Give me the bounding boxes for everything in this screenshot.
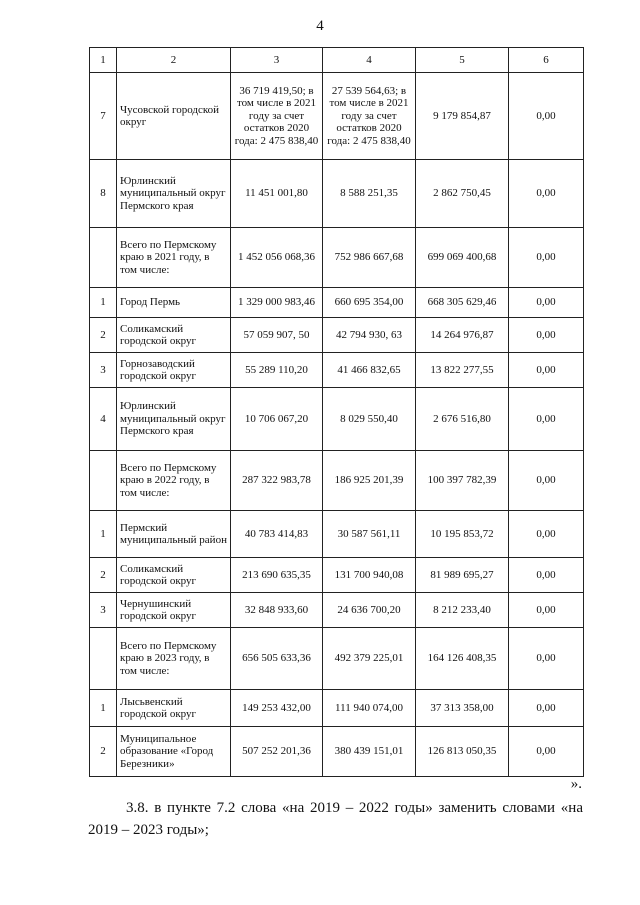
- local-amount: 81 989 695,27: [416, 558, 509, 593]
- municipality-name: Всего по Пермскому краю в 2023 году, в том числе:: [117, 628, 231, 690]
- regional-amount: 380 439 151,01: [323, 727, 416, 777]
- regional-amount: 30 587 561,11: [323, 511, 416, 558]
- regional-amount: 111 940 074,00: [323, 690, 416, 727]
- local-amount: 164 126 408,35: [416, 628, 509, 690]
- row-number: 1: [90, 288, 117, 318]
- local-amount: 14 264 976,87: [416, 318, 509, 353]
- other-amount: 0,00: [509, 690, 584, 727]
- total-amount: 656 505 633,36: [231, 628, 323, 690]
- table-row: [90, 318, 584, 353]
- other-amount: 0,00: [509, 73, 584, 160]
- regional-amount: 186 925 201,39: [323, 451, 416, 511]
- municipality-name: Чусовской городской округ: [117, 73, 231, 160]
- regional-amount: 492 379 225,01: [323, 628, 416, 690]
- local-amount: 8 212 233,40: [416, 593, 509, 628]
- table-row: [90, 690, 584, 727]
- municipality-name: Пермский муниципальный район: [117, 511, 231, 558]
- regional-amount: 8 588 251,35: [323, 160, 416, 228]
- regional-amount: 24 636 700,20: [323, 593, 416, 628]
- row-number: 1: [90, 511, 117, 558]
- regional-amount: 752 986 667,68: [323, 228, 416, 288]
- closing-quote: ».: [570, 776, 582, 792]
- local-amount: 699 069 400,68: [416, 228, 509, 288]
- municipality-name: Всего по Пермскому краю в 2021 году, в том числе:: [117, 228, 231, 288]
- table-row: [90, 727, 584, 777]
- row-number: [90, 451, 117, 511]
- regional-amount: 131 700 940,08: [323, 558, 416, 593]
- local-amount: 126 813 050,35: [416, 727, 509, 777]
- municipality-name: Юрлинский муниципальный округ Пермского края: [117, 160, 231, 228]
- total-amount: 32 848 933,60: [231, 593, 323, 628]
- total-amount: 1 329 000 983,46: [231, 288, 323, 318]
- row-number: 4: [90, 388, 117, 451]
- row-number: 2: [90, 558, 117, 593]
- row-number: 3: [90, 353, 117, 388]
- other-amount: 0,00: [509, 451, 584, 511]
- total-amount: 40 783 414,83: [231, 511, 323, 558]
- other-amount: 0,00: [509, 160, 584, 228]
- row-number: 8: [90, 160, 117, 228]
- local-amount: 37 313 358,00: [416, 690, 509, 727]
- local-amount: 2 676 516,80: [416, 388, 509, 451]
- row-number: 1: [90, 690, 117, 727]
- regional-amount: 660 695 354,00: [323, 288, 416, 318]
- total-amount: 213 690 635,35: [231, 558, 323, 593]
- row-number: [90, 628, 117, 690]
- table-row: [90, 73, 584, 160]
- municipality-name: Юрлинский муниципальный округ Пермского края: [117, 388, 231, 451]
- row-number: 2: [90, 727, 117, 777]
- other-amount: 0,00: [509, 353, 584, 388]
- header-cell: 6: [509, 48, 584, 73]
- table-row: [90, 160, 584, 228]
- municipality-name: Чернушинский городской округ: [117, 593, 231, 628]
- total-amount: 1 452 056 068,36: [231, 228, 323, 288]
- table-header-row: [90, 48, 584, 73]
- other-amount: 0,00: [509, 628, 584, 690]
- regional-amount: 41 466 832,65: [323, 353, 416, 388]
- municipality-name: Соликамский городской округ: [117, 558, 231, 593]
- municipality-name: Лысьвенский городской округ: [117, 690, 231, 727]
- row-number: 7: [90, 73, 117, 160]
- amendment-paragraph: 3.8. в пункте 7.2 слова «на 2019 – 2022 годы» заменить словами «на 2019 – 2023 годы»;: [88, 800, 583, 838]
- other-amount: 0,00: [509, 388, 584, 451]
- other-amount: 0,00: [509, 727, 584, 777]
- total-amount: 287 322 983,78: [231, 451, 323, 511]
- budget-table: [89, 47, 584, 777]
- row-number: 3: [90, 593, 117, 628]
- table-row-subtotal: [90, 628, 584, 690]
- header-cell: 5: [416, 48, 509, 73]
- header-cell: 1: [90, 48, 117, 73]
- total-amount: 11 451 001,80: [231, 160, 323, 228]
- table-row: [90, 388, 584, 451]
- local-amount: 668 305 629,46: [416, 288, 509, 318]
- header-cell: 4: [323, 48, 416, 73]
- local-amount: 13 822 277,55: [416, 353, 509, 388]
- other-amount: 0,00: [509, 228, 584, 288]
- regional-amount: 8 029 550,40: [323, 388, 416, 451]
- table-row: [90, 558, 584, 593]
- other-amount: 0,00: [509, 511, 584, 558]
- table-row: [90, 593, 584, 628]
- table-row: [90, 511, 584, 558]
- table-row-subtotal: [90, 228, 584, 288]
- municipality-name: Горнозаводский городской округ: [117, 353, 231, 388]
- total-amount: 36 719 419,50; в том числе в 2021 году за счет остатков 2020 года: 2 475 838,40: [231, 73, 323, 160]
- table-row: [90, 353, 584, 388]
- local-amount: 9 179 854,87: [416, 73, 509, 160]
- header-cell: 3: [231, 48, 323, 73]
- row-number: 2: [90, 318, 117, 353]
- total-amount: 10 706 067,20: [231, 388, 323, 451]
- total-amount: 55 289 110,20: [231, 353, 323, 388]
- row-number: [90, 228, 117, 288]
- regional-amount: 27 539 564,63; в том числе в 2021 году за счет остатков 2020 года: 2 475 838,40: [323, 73, 416, 160]
- other-amount: 0,00: [509, 558, 584, 593]
- total-amount: 507 252 201,36: [231, 727, 323, 777]
- local-amount: 100 397 782,39: [416, 451, 509, 511]
- municipality-name: Город Пермь: [117, 288, 231, 318]
- page-number: 4: [316, 18, 324, 34]
- total-amount: 149 253 432,00: [231, 690, 323, 727]
- header-cell: 2: [117, 48, 231, 73]
- total-amount: 57 059 907, 50: [231, 318, 323, 353]
- other-amount: 0,00: [509, 288, 584, 318]
- regional-amount: 42 794 930, 63: [323, 318, 416, 353]
- municipality-name: Муниципальное образование «Город Березники»: [117, 727, 231, 777]
- municipality-name: Соликамский городской округ: [117, 318, 231, 353]
- local-amount: 10 195 853,72: [416, 511, 509, 558]
- table-row-subtotal: [90, 451, 584, 511]
- other-amount: 0,00: [509, 593, 584, 628]
- municipality-name: Всего по Пермскому краю в 2022 году, в том числе:: [117, 451, 231, 511]
- other-amount: 0,00: [509, 318, 584, 353]
- local-amount: 2 862 750,45: [416, 160, 509, 228]
- table-row: [90, 288, 584, 318]
